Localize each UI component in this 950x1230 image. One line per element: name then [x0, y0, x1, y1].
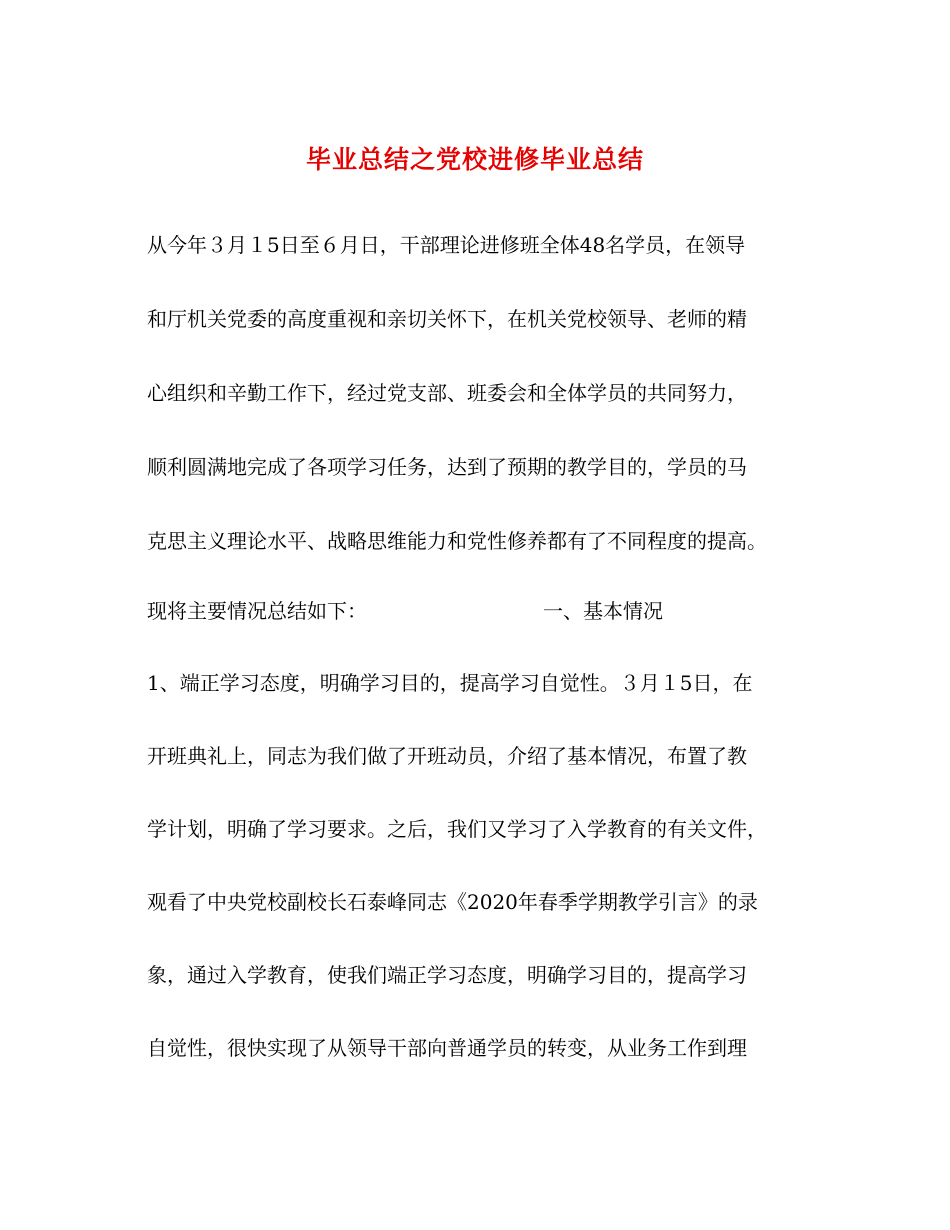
body-line: 象，通过入学教育，使我们端正学习态度，明确学习目的，提高学习 [147, 963, 747, 987]
body-line: 开班典礼上，同志为我们做了开班动员，介绍了基本情况，布置了教 [147, 744, 747, 768]
body-line: 观看了中央党校副校长石泰峰同志《2020年春季学期教学引言》的录 [147, 890, 758, 914]
body-line-with-heading [147, 596, 827, 626]
body-line: 顺利圆满地完成了各项学习任务，达到了预期的教学目的，学员的马 [147, 455, 747, 479]
body-line: 自觉性，很快实现了从领导干部向普通学员的转变，从业务工作到理 [147, 1036, 747, 1060]
body-line: 克思主义理论水平、战略思维能力和党性修养都有了不同程度的提高。 [147, 529, 767, 553]
body-text: 现将主要情况总结如下： [147, 599, 367, 623]
body-line: 和厅机关党委的高度重视和亲切关怀下，在机关党校领导、老师的精 [147, 307, 747, 331]
document-title: 毕业总结之党校进修毕业总结 [305, 145, 644, 174]
body-line: 1、端正学习态度，明确学习目的，提高学习自觉性。３月１5日，在 [147, 671, 753, 695]
body-line: 从今年３月１5日至６月日，干部理论进修班全体48名学员，在领导 [147, 233, 746, 257]
body-line: 学计划，明确了学习要求。之后，我们又学习了入学教育的有关文件， [147, 817, 767, 841]
body-line: 心组织和辛勤工作下，经过党支部、班委会和全体学员的共同努力， [147, 381, 747, 405]
section-heading: 一、基本情况 [543, 599, 663, 623]
